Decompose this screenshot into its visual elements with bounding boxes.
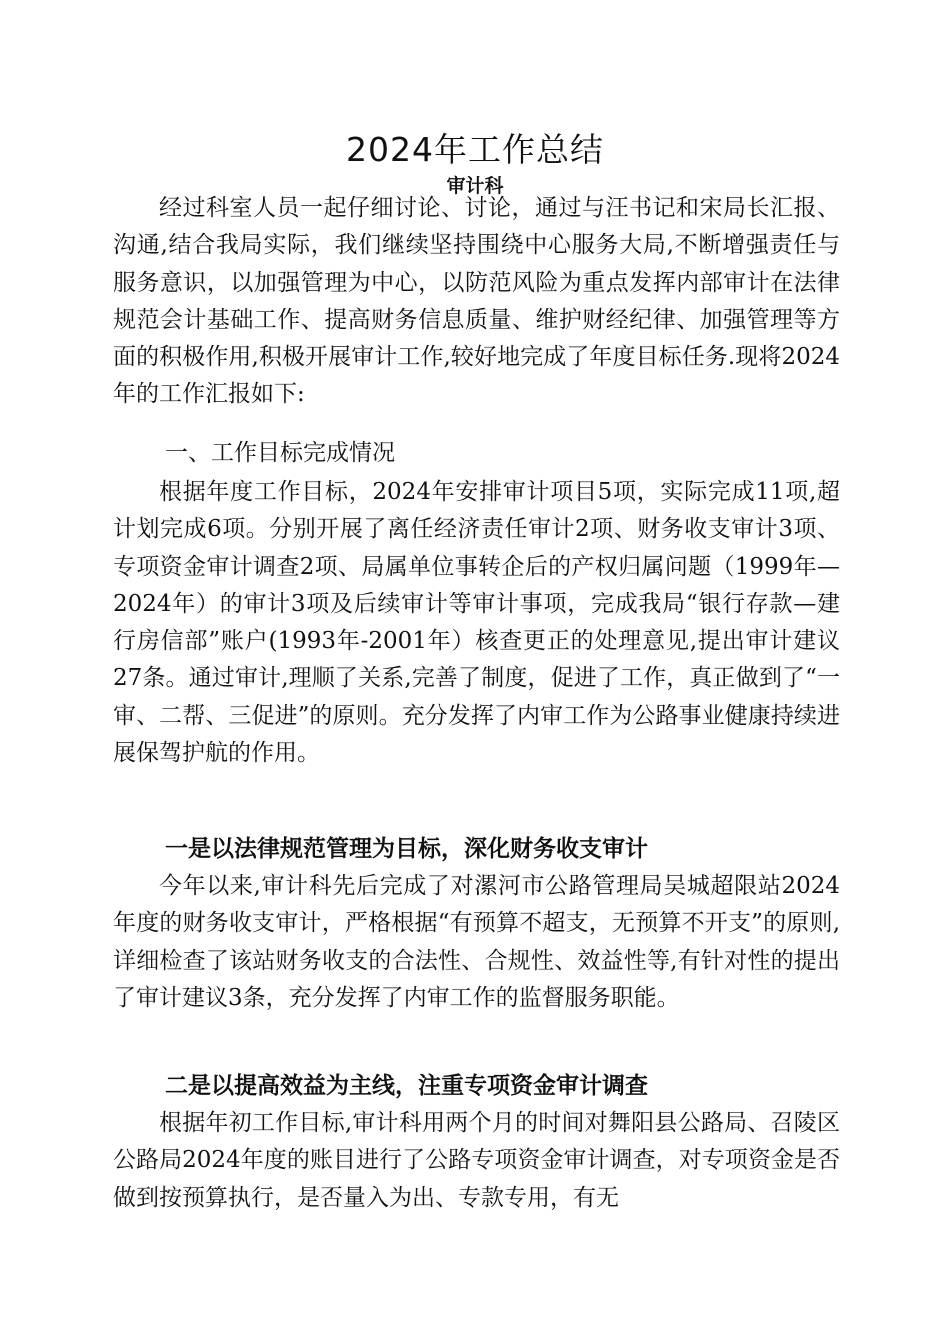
section-heading-1: 一、工作目标完成情况 <box>165 440 395 466</box>
section-1-paragraph: 根据年度工作目标，2024年安排审计项目5项，实际完成11项,超计划完成6项。分别开展了离任经济责任审计2项、财务收支审计3项、专项资金审计调查2项、局属单位事转企后的产权归属问题（1999年—2024年）的审计3项及后续审计等审计事项，完成我局“银行存款—建行房信部”账户(1993年-2001年）核查更正的处理意见,提出审计建议27条。通过审计,理顺了关系,完善了制度，促进了工作，真正做到了“一审、二帮、三促进”的原则。充分发挥了内审工作为公路事业健康持续进展保驾护航的作用。 <box>113 479 840 767</box>
intro-paragraph: 经过科室人员一起仔细讨论、讨论，通过与汪书记和宋局长汇报、沟通,结合我局实际，我们继续坚持围绕中心服务大局,不断增强责任与服务意识，以加强管理为中心，以防范风险为重点发挥内部审计在法律规范会计基础工作、提高财务信息质量、维护财经纪律、加强管理等方面的积极作用,积极开展审计工作,较好地完成了年度目标任务.现将2024年的工作汇报如下: <box>113 195 840 408</box>
subsection-heading-2: 二是以提高效益为主线，注重专项资金审计调查 <box>165 1072 648 1099</box>
document-title: 2024年工作总结 <box>346 130 604 169</box>
subsection-2-paragraph: 根据年初工作目标,审计科用两个月的时间对舞阳县公路局、召陵区公路局2024年度的账目进行了公路专项资金审计调查，对专项资金是否做到按预算执行，是否量入为出、专款专用，有无 <box>113 1110 840 1211</box>
subsection-1-paragraph: 今年以来,审计科先后完成了对漯河市公路管理局吴城超限站2024年度的财务收支审计，严格根据“有预算不超支，无预算不开支”的原则,详细检查了该站财务收支的合法性、合规性、效益性等,有针对性的提出了审计建议3条，充分发挥了内审工作的监督服务职能。 <box>113 873 840 1011</box>
subsection-heading-1: 一是以法律规范管理为目标，深化财务收支审计 <box>165 835 648 862</box>
department-name: 审计科 <box>446 175 504 197</box>
